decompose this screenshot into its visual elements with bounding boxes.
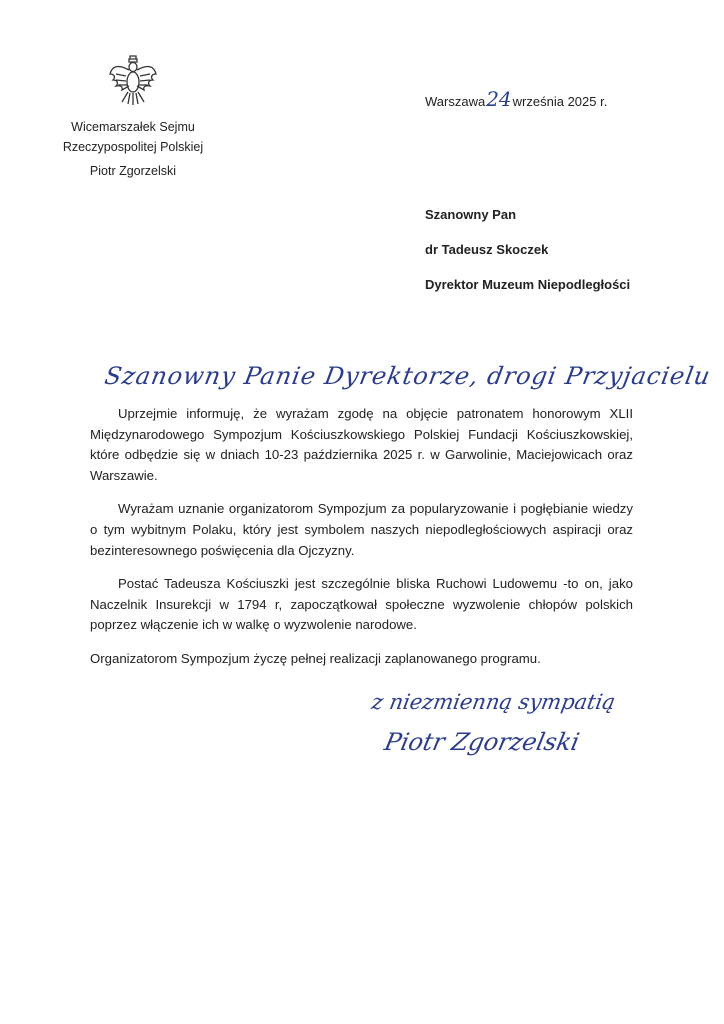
letter-body	[90, 404, 633, 683]
paragraph: Uprzejmie informuję, że wyrażam zgodę na objęcie patronatem honorowym XLII Międzynarodowego Sympozjum Kościuszkowskiego Polskiej Fundacji Kościuszkowskiej, które odbędzie się w dniach 10-23 października 2025 r. w Garwolinie, Maciejowicach oraz Warszawie.	[90, 406, 633, 483]
paragraph: Wyrażam uznanie organizatorom Sympozjum za popularyzowanie i pogłębianie wiedzy o tym wybitnym Polaku, który jest symbolem naszych niepodległościowych aspiracji oraz bezinteresownego poświęcenia dla Ojczyzny.	[90, 501, 633, 558]
paragraph: Postać Tadeusza Kościuszki jest szczególnie bliska Ruchowi Ludowemu -to on, jako Naczelnik Insurekcji w 1794 r, zapoczątkował społeczne wyzwolenie chłopów polskich poprzez włączenie ich w walkę o wyzwolenie narodowe.	[90, 576, 633, 633]
date-place: Warszawa	[425, 94, 486, 109]
recipient-title: Dyrektor Muzeum Niepodległości	[425, 277, 631, 292]
sender-name: Piotr Zgorzelski	[89, 164, 177, 178]
recipient-name: dr Tadeusz Skoczek	[425, 242, 549, 257]
paragraph: Organizatorom Sympozjum życzę pełnej realizacji zaplanowanego programu.	[90, 650, 541, 666]
office-title-line2: Rzeczypospolitej Polskiej	[62, 140, 204, 154]
signature: Piotr Zgorzelski	[382, 728, 583, 756]
date-day-handwritten: 24	[486, 87, 512, 111]
handwritten-salutation: Szanowny Panie Dyrektorze, drogi Przyjacielu	[102, 362, 713, 390]
letter-date	[425, 87, 607, 111]
office-title-line1: Wicemarszałek Sejmu	[71, 120, 195, 134]
recipient-salutation: Szanowny Pan	[425, 207, 517, 222]
handwritten-closing: z niezmienną sympatią	[369, 690, 618, 714]
date-rest: września 2025 r.	[512, 94, 608, 109]
emblem-icon	[108, 52, 158, 108]
